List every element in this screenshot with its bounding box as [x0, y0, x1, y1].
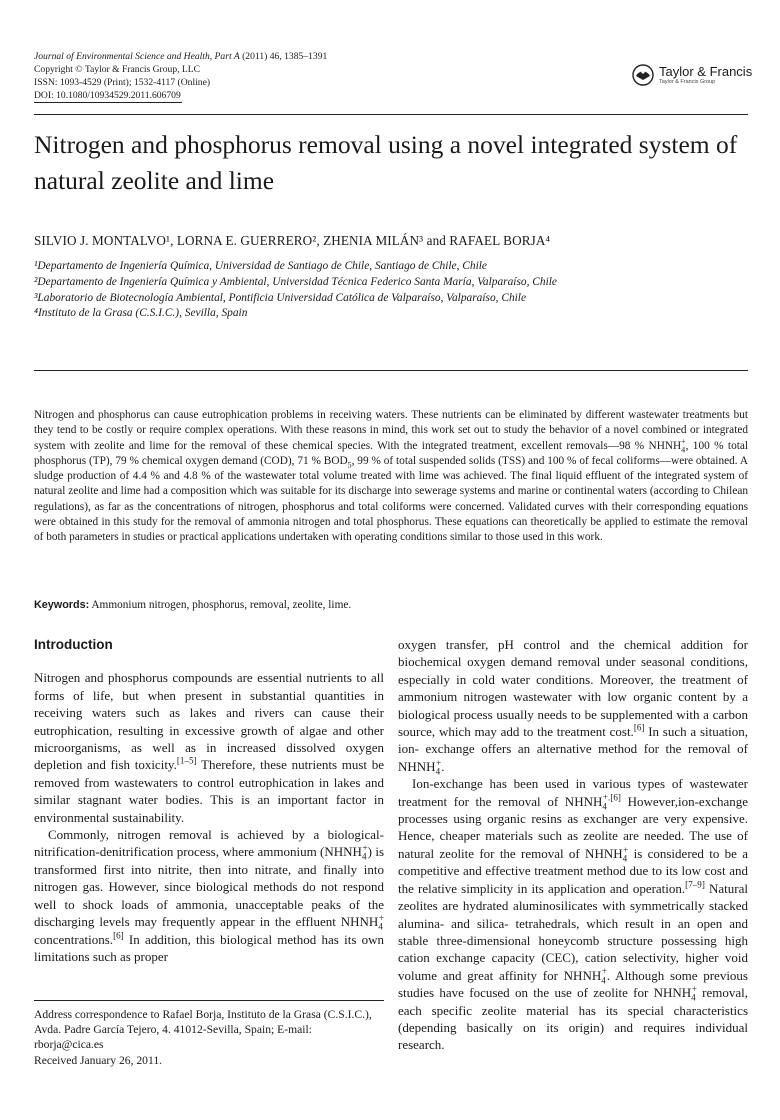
- taylor-francis-logo-icon: [632, 64, 654, 86]
- affiliation-3: ³Laboratorio de Biotecnología Ambiental, Pontificia Universidad Católica de Valparaíso, Valparaíso, Chile: [34, 291, 527, 304]
- citation[interactable]: [6]: [633, 722, 645, 733]
- article-title: Nitrogen and phosphorus removal using a novel integrated system of natural zeolite and lime: [34, 130, 738, 195]
- doi-link[interactable]: DOI: 10.1080/10934529.2011.606709: [34, 90, 181, 101]
- publisher-logo: [632, 64, 752, 86]
- ammonium-symbol: NH: [343, 844, 362, 860]
- intro-paragraph-1: Nitrogen and phosphorus compounds are essential nutrients to all forms of life, but when present in substantial quantities in receiving waters such as lakes and rivers can cause their eutrophication, resulting in excessive growth of algae and other microorganisms, as well as in increased dissolved oxygen depletion and fish toxicity.[1–5] Therefore, these nutrients must be removed from wastewaters to control eutrophication in lakes and similar stagnant water bodies. This is an important factor in environmental sustainability.: [34, 670, 384, 825]
- abstract: Nitrogen and phosphorus can cause eutrophication problems in receiving waters. These nutrients can be eliminated by different wastewater treatments but they tend to be costly or require complex operations. With these reasons in mind, this work set out to study the behavior of a novel combined or integrated system with zeolite and lime for the removal of these chemical species. With the integrated treatment, excellent removals—98 % $NHNH_4^+$, 100 % total phosphorus (TP), 79 % chemical oxygen demand (COD), 71 % $BOD_5$, 99 % of total suspended solids (TSS) and 100 % of fecal coliforms—were obtained. A sludge production of 4.4 % and 4.8 % of the wastewater total volume treated with lime was achieved. The final liquid effluent of the integrated system of natural zeolite and lime had a composition which was suitable for its discharge into sewerage systems and marine or continental waters (according to Chilean regulations), as far as the concentrations of nitrogen, phosphorus and total coliforms were concerned. Validated curves with their corresponding equations were obtained in this study for the removal of ammonia nitrogen and total phosphorus. These equations can theoretically be applied to estimate the removal of both parameters in studies or practical applications undertaken with operating conditions similar to those used in this work.: [34, 409, 749, 544]
- author-list: SILVIO J. MONTALVO¹, LORNA E. GUERRERO², ZHENIA MILÁN³ and RAFAEL BORJA⁴: [34, 233, 551, 248]
- citation[interactable]: [7–9]: [685, 879, 705, 890]
- intro-paragraph-2: Commonly, nitrogen removal is achieved by a biological-nitrification-denitrification process, where ammonium $(NHNH_4^+)$ is transformed first into nitrite, then into nitrate, and finally into nitrogen gas. However, since biological methods do not respond well to shock loads of ammonia, unacceptable peaks of the discharging levels may frequently appear in the effluent $NHNH_4^+$ concentrations.[6] In addition, this biological method has its own limitations such as proper: [34, 827, 384, 964]
- affiliation-2: ²Departamento de Ingeniería Química y Ambiental, Universidad Técnica Federico Santa María, Valparaíso, Chile: [34, 275, 557, 288]
- body-left-column: [34, 636, 384, 965]
- ammonium-symbol: NH: [582, 967, 602, 983]
- keywords: [34, 599, 351, 611]
- ammonium-symbol: NH: [416, 758, 436, 774]
- ammonium-symbol: NH: [672, 985, 692, 1001]
- body-right-column: [398, 636, 748, 1054]
- citation[interactable]: .[6]: [608, 792, 621, 803]
- section-rule: [34, 370, 748, 371]
- affiliation-4: ⁴Instituto de la Grasa (C.S.I.C.), Sevilla, Spain: [34, 307, 248, 320]
- publisher-group: Taylor & Francis Group: [659, 78, 716, 85]
- publisher-name: Taylor & Francis: [659, 63, 753, 79]
- journal-details: (2011) 46, 1385–1391: [239, 51, 328, 62]
- received-date: Received January 26, 2011.: [34, 1053, 163, 1067]
- ammonium-symbol: NH: [664, 439, 682, 452]
- ammonium-symbol: NH: [603, 845, 623, 861]
- ammonium-symbol: NH: [359, 914, 379, 930]
- affiliation-1: ¹Departamento de Ingeniería Química, Universidad de Santiago de Chile, Santiago de Chile, Chile: [34, 260, 487, 272]
- introduction-heading: Introduction: [34, 637, 113, 652]
- intro-paragraph-3: Ion-exchange has been used in various types of wastewater treatment for the removal of $NHNH_4^{+.[6]}$ However,ion-exchange processes using organic resins as exchanger are very expensive. Hence, cheaper materials such as zeolite are needed. The use of natural zeolite for the removal of $NHNH_4^+$ is considered to be a competitive and effective treatment method due to its low cost and the relative simplicity in its application and operation.[7–9] Natural zeolites are hydrated aluminosilicates with symmetrically stacked alumina- and silica- tetrahedrals, which result in an open and stable three-dimensional honeycomb structure possessing high cation exchange capacity (CEC), cation selectivity, higher void volume and great affinity for $NHNH_4^+$. Although some previous studies have focused on the use of zeolite for $NHNH_4^+$ removal, each specific zeolite material has its special characteristics (depending basically on its origin) and requires individual research.: [398, 776, 749, 1053]
- ammonium-symbol: NH: [583, 793, 603, 809]
- affiliation-list: [34, 259, 557, 322]
- header-rule: [34, 114, 748, 115]
- footnote-rule: [34, 1000, 384, 1001]
- correspondence-address: Address correspondence to Rafael Borja, Instituto de la Grasa (C.S.I.C.), Avda. Padre García Tejero, 4. 41012-Sevilla, Spain; E-mail: rborja@cica.es: [34, 1008, 372, 1052]
- issn-line: ISSN: 1093-4529 (Print); 1532-4117 (Online): [34, 77, 211, 88]
- journal-name: Journal of Environmental Science and Health, Part A: [34, 51, 240, 62]
- citation[interactable]: [1–5]: [176, 756, 197, 767]
- journal-metadata: [34, 50, 327, 103]
- intro-paragraph-2-cont: oxygen transfer, pH control and the chemical addition for biochemical oxygen demand removal under seasonal conditions, especially in cold water conditions. Moreover, the treatment of ammonium nitrogen wastewater with low organic content by a biological process usually needs to be supplemented with a carbon source, which may add to the treatment cost.[6] In such a situation, ion- exchange offers an alternative method for the removal of $NHNH_4^+$.: [398, 637, 748, 777]
- citation[interactable]: [6]: [113, 930, 124, 941]
- copyright-line: Copyright © Taylor & Francis Group, LLC: [34, 64, 201, 75]
- correspondence-footnote: [34, 1007, 384, 1068]
- keywords-label: Keywords:: [34, 599, 90, 611]
- keywords-text: Ammonium nitrogen, phosphorus, removal, zeolite, lime.: [89, 599, 352, 611]
